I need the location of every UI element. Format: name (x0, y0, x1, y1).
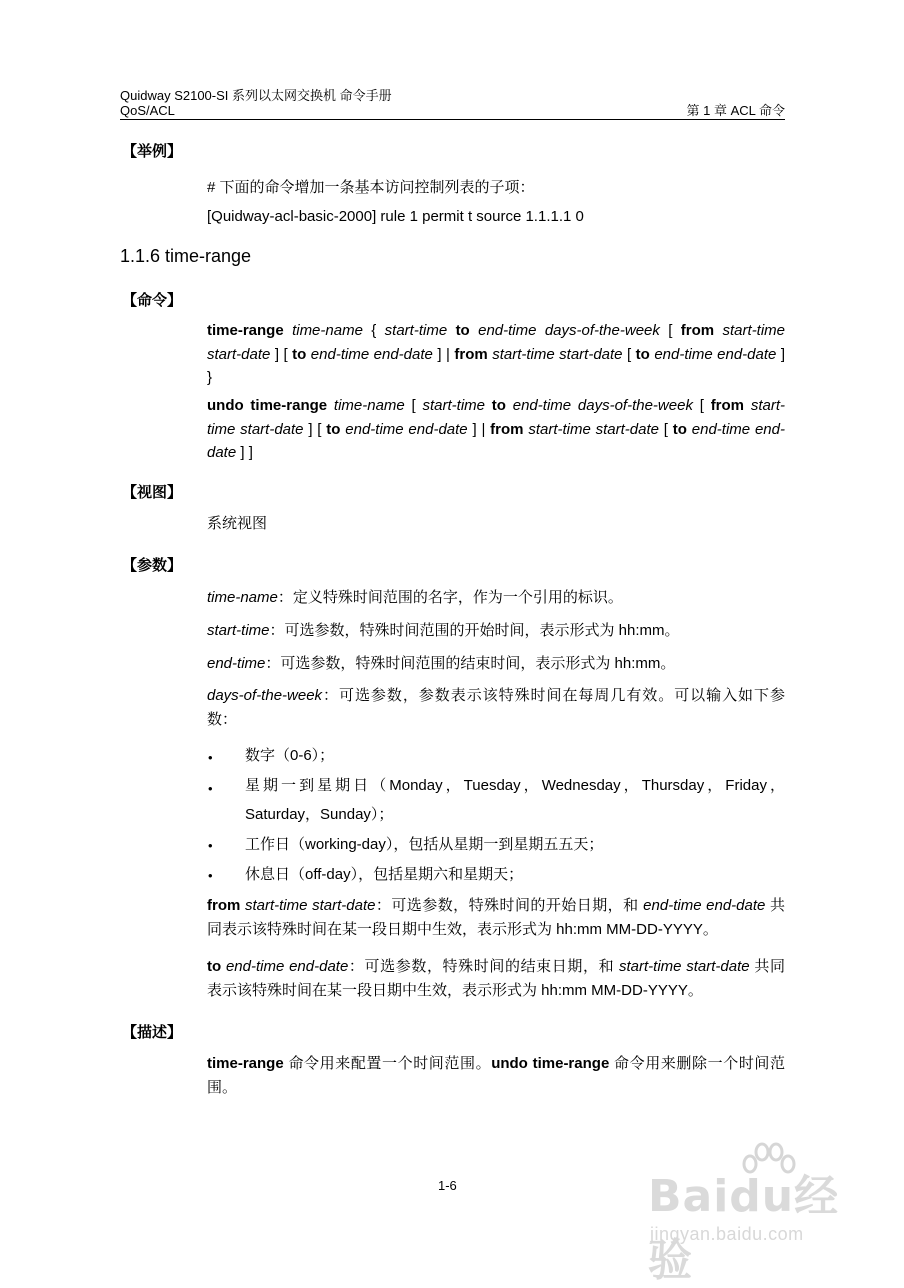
doc-title: Quidway S2100-SI 系列以太网交换机 命令手册 (120, 88, 392, 103)
view-label: 【视图】 (122, 484, 183, 501)
example-label: 【举例】 (122, 143, 183, 160)
param-from: from start-time start-date：可选参数，特殊时间的开始日期，和 end-time end-date 共同表示该特殊时间在某一段日期中生效，表示形式为 hh:mm MM-DD-YYYY。 (207, 897, 785, 938)
watermark-url: jingyan.baidu.com (650, 1224, 804, 1244)
param-end-time: end-time：可选参数，特殊时间范围的结束时间，表示形式为 hh:mm。 (207, 655, 676, 672)
bullet-item-2: 星期一到星期日（Monday，Tuesday，Wednesday，Thursday，Friday，Saturday，Sunday）； (245, 777, 785, 823)
params-label: 【参数】 (122, 557, 183, 574)
description-text: time-range 命令用来配置一个时间范围。undo time-range 命令用来删除一个时间范围。 (207, 1055, 786, 1096)
page-number: 1-6 (438, 1178, 457, 1193)
header-rule (120, 119, 785, 120)
bullet-3-dot: • (208, 838, 213, 853)
bullet-1-dot: • (208, 750, 213, 765)
undo-command-syntax: undo time-range time-name [ start-time to end-time days-of-the-week [ from start-time start-date ] [ to end-time end-date ] | from start-time start-date [ to end-time end-date ] ] (207, 397, 785, 461)
bullet-4-dot: • (208, 868, 213, 883)
param-to: to end-time end-date：可选参数，特殊时间的结束日期，和 start-time start-date 共同表示该特殊时间在某一段日期中生效，表示形式为 hh:mm MM-DD-YYYY。 (207, 958, 786, 999)
bullet-2-dot: • (208, 781, 213, 796)
example-comment: # 下面的命令增加一条基本访问控制列表的子项： (207, 179, 535, 196)
module-name: QoS/ACL (120, 103, 175, 118)
bullet-item-4: 休息日（off-day），包括星期六和星期天； (245, 866, 524, 883)
chapter-title: 第 1 章 ACL 命令 (686, 103, 785, 118)
view-value: 系统视图 (207, 515, 268, 532)
baidu-watermark (640, 1140, 860, 1286)
watermark-brand: Baidu经验 (648, 1171, 840, 1286)
param-days-of-week: days-of-the-week：可选参数，参数表示该特殊时间在每周几有效。可以输入如下参数： (207, 687, 785, 728)
param-time-name: time-name：定义特殊时间范围的名字，作为一个引用的标识。 (207, 589, 623, 606)
command-label: 【命令】 (122, 292, 183, 309)
bullet-item-1: 数字（0-6）； (245, 747, 335, 764)
example-command: [Quidway-acl-basic-2000] rule 1 permit t source 1.1.1.1 0 (207, 208, 584, 225)
param-start-time: start-time：可选参数，特殊时间范围的开始时间，表示形式为 hh:mm。 (207, 622, 680, 639)
bullet-item-3: 工作日（working-day），包括从星期一到星期五五天； (245, 836, 604, 853)
section-title: 1.1.6 time-range (120, 246, 252, 266)
description-label: 【描述】 (122, 1024, 183, 1041)
command-syntax: time-range time-name { start-time to end-time days-of-the-week [ from start-time start-date ] [ to end-time end-date ] | from start-time start-date [ to end-time end-date ] } (207, 322, 786, 386)
